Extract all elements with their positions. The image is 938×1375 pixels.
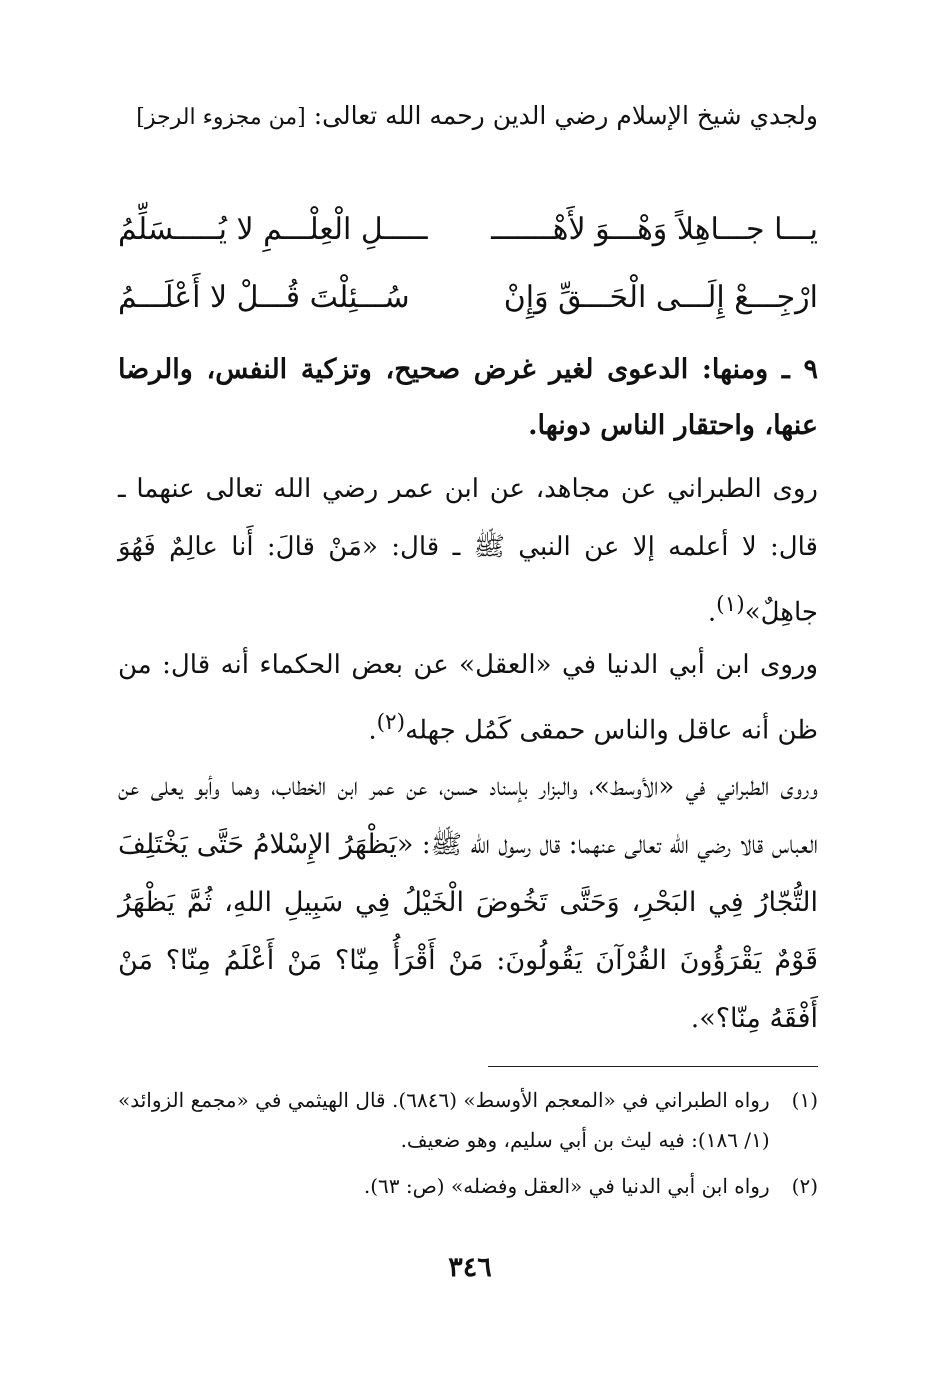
footnote-divider bbox=[488, 1066, 818, 1067]
footnote-text: رواه الطبراني في «المعجم الأوسط» (٦٨٤٦). قال الهيثمي في «مجمع الزوائد» (١/ ١٨٦): فيه ليث بن أبي سليم، وهو ضعيف. bbox=[118, 1088, 770, 1152]
footnote bbox=[118, 1166, 818, 1206]
paragraph-text: روى الطبراني عن مجاهد، عن ابن عمر رضي الله تعالى عنهما ـ قال: لا أعلمه إلا عن النبي ﷺ ـ قال: «مَنْ قالَ: أَنا عالِمٌ فَهُوَ جاهِلٌ» bbox=[118, 474, 818, 628]
paragraph-end: . bbox=[707, 597, 717, 628]
paragraph-text: وروى الطبراني في «الأوسط»، والبزار بإسناد حسن، عن عمر ابن الخطاب، وهما وأبو يعلى عن العباس قالا رضي الله تعالى عنهما: قال رسول الله ﷺ: bbox=[118, 772, 818, 860]
page-number: ٣٤٦ bbox=[448, 1252, 492, 1283]
verse-second-hemistich: ـــــلِ الْعِلْـــمِ لا يُـــــسَلِّمُ bbox=[118, 212, 428, 247]
paragraph-text: وروى ابن أبي الدنيا في «العقل» عن بعض الحكماء أنه قال: من ظن أنه عاقل والناس حمقى كَمُل جهله bbox=[118, 650, 818, 746]
section-heading: ٩ ـ ومنها: الدعوى لغير غرض صحيح، وتزكية النفس، والرضا عنها، واحتقار الناس دونها. bbox=[118, 354, 818, 441]
footnote-text: رواه ابن أبي الدنيا في «العقل وفضله» (ص: ٦٣). bbox=[363, 1174, 770, 1198]
poem-verse bbox=[118, 212, 818, 272]
paragraph bbox=[118, 460, 818, 642]
paragraph-end: . bbox=[368, 715, 377, 746]
intro-text: ولجدي شيخ الإسلام رضي الدين رحمه الله تعالى: bbox=[305, 101, 818, 130]
hadith-quote: «يَظْهَرُ الإِسْلامُ حَتَّى يَخْتَلِفَ التُّجّارُ فِي البَحْرِ، وَحَتَّى تَخُوضَ الْخَيْلُ فِي سَبِيلِ اللهِ، ثُمَّ يَظْهَرُ قَوْمٌ يَقْرَؤُونَ القُرْآنَ يَقُولُونَ: مَنْ أَقْرَأُ مِنّا؟ مَنْ أَعْلَمُ مِنّا؟ مَنْ أَفْقَهُ مِنّا؟» bbox=[118, 829, 818, 1034]
verse-first-hemistich: ارْجِـــعْ إِلَـــى الْحَـــقِّ وَإِنْ bbox=[503, 280, 818, 315]
paragraph bbox=[118, 636, 818, 760]
footnote-ref[interactable]: (١) bbox=[716, 592, 745, 617]
footnote-number: (٢) bbox=[791, 1174, 818, 1198]
verse-first-hemistich: يـــا جـــاهِلاً وَهْـــوَ لأَهْـــــــ bbox=[491, 212, 818, 247]
footnote-number: (١) bbox=[791, 1088, 818, 1112]
footnote bbox=[118, 1080, 818, 1160]
paragraph bbox=[118, 758, 818, 1048]
poem-meter-label: [من مجزوء الرجز] bbox=[136, 105, 306, 130]
footnotes bbox=[118, 1080, 818, 1206]
verse-second-hemistich: سُـــئِلْتَ قُـــلْ لا أَعْلَـــمُ bbox=[118, 280, 410, 315]
poem-verse bbox=[118, 280, 818, 340]
paragraph-end: . bbox=[690, 1004, 700, 1034]
intro-line bbox=[118, 88, 818, 146]
footnote-ref[interactable]: (٢) bbox=[376, 710, 406, 735]
